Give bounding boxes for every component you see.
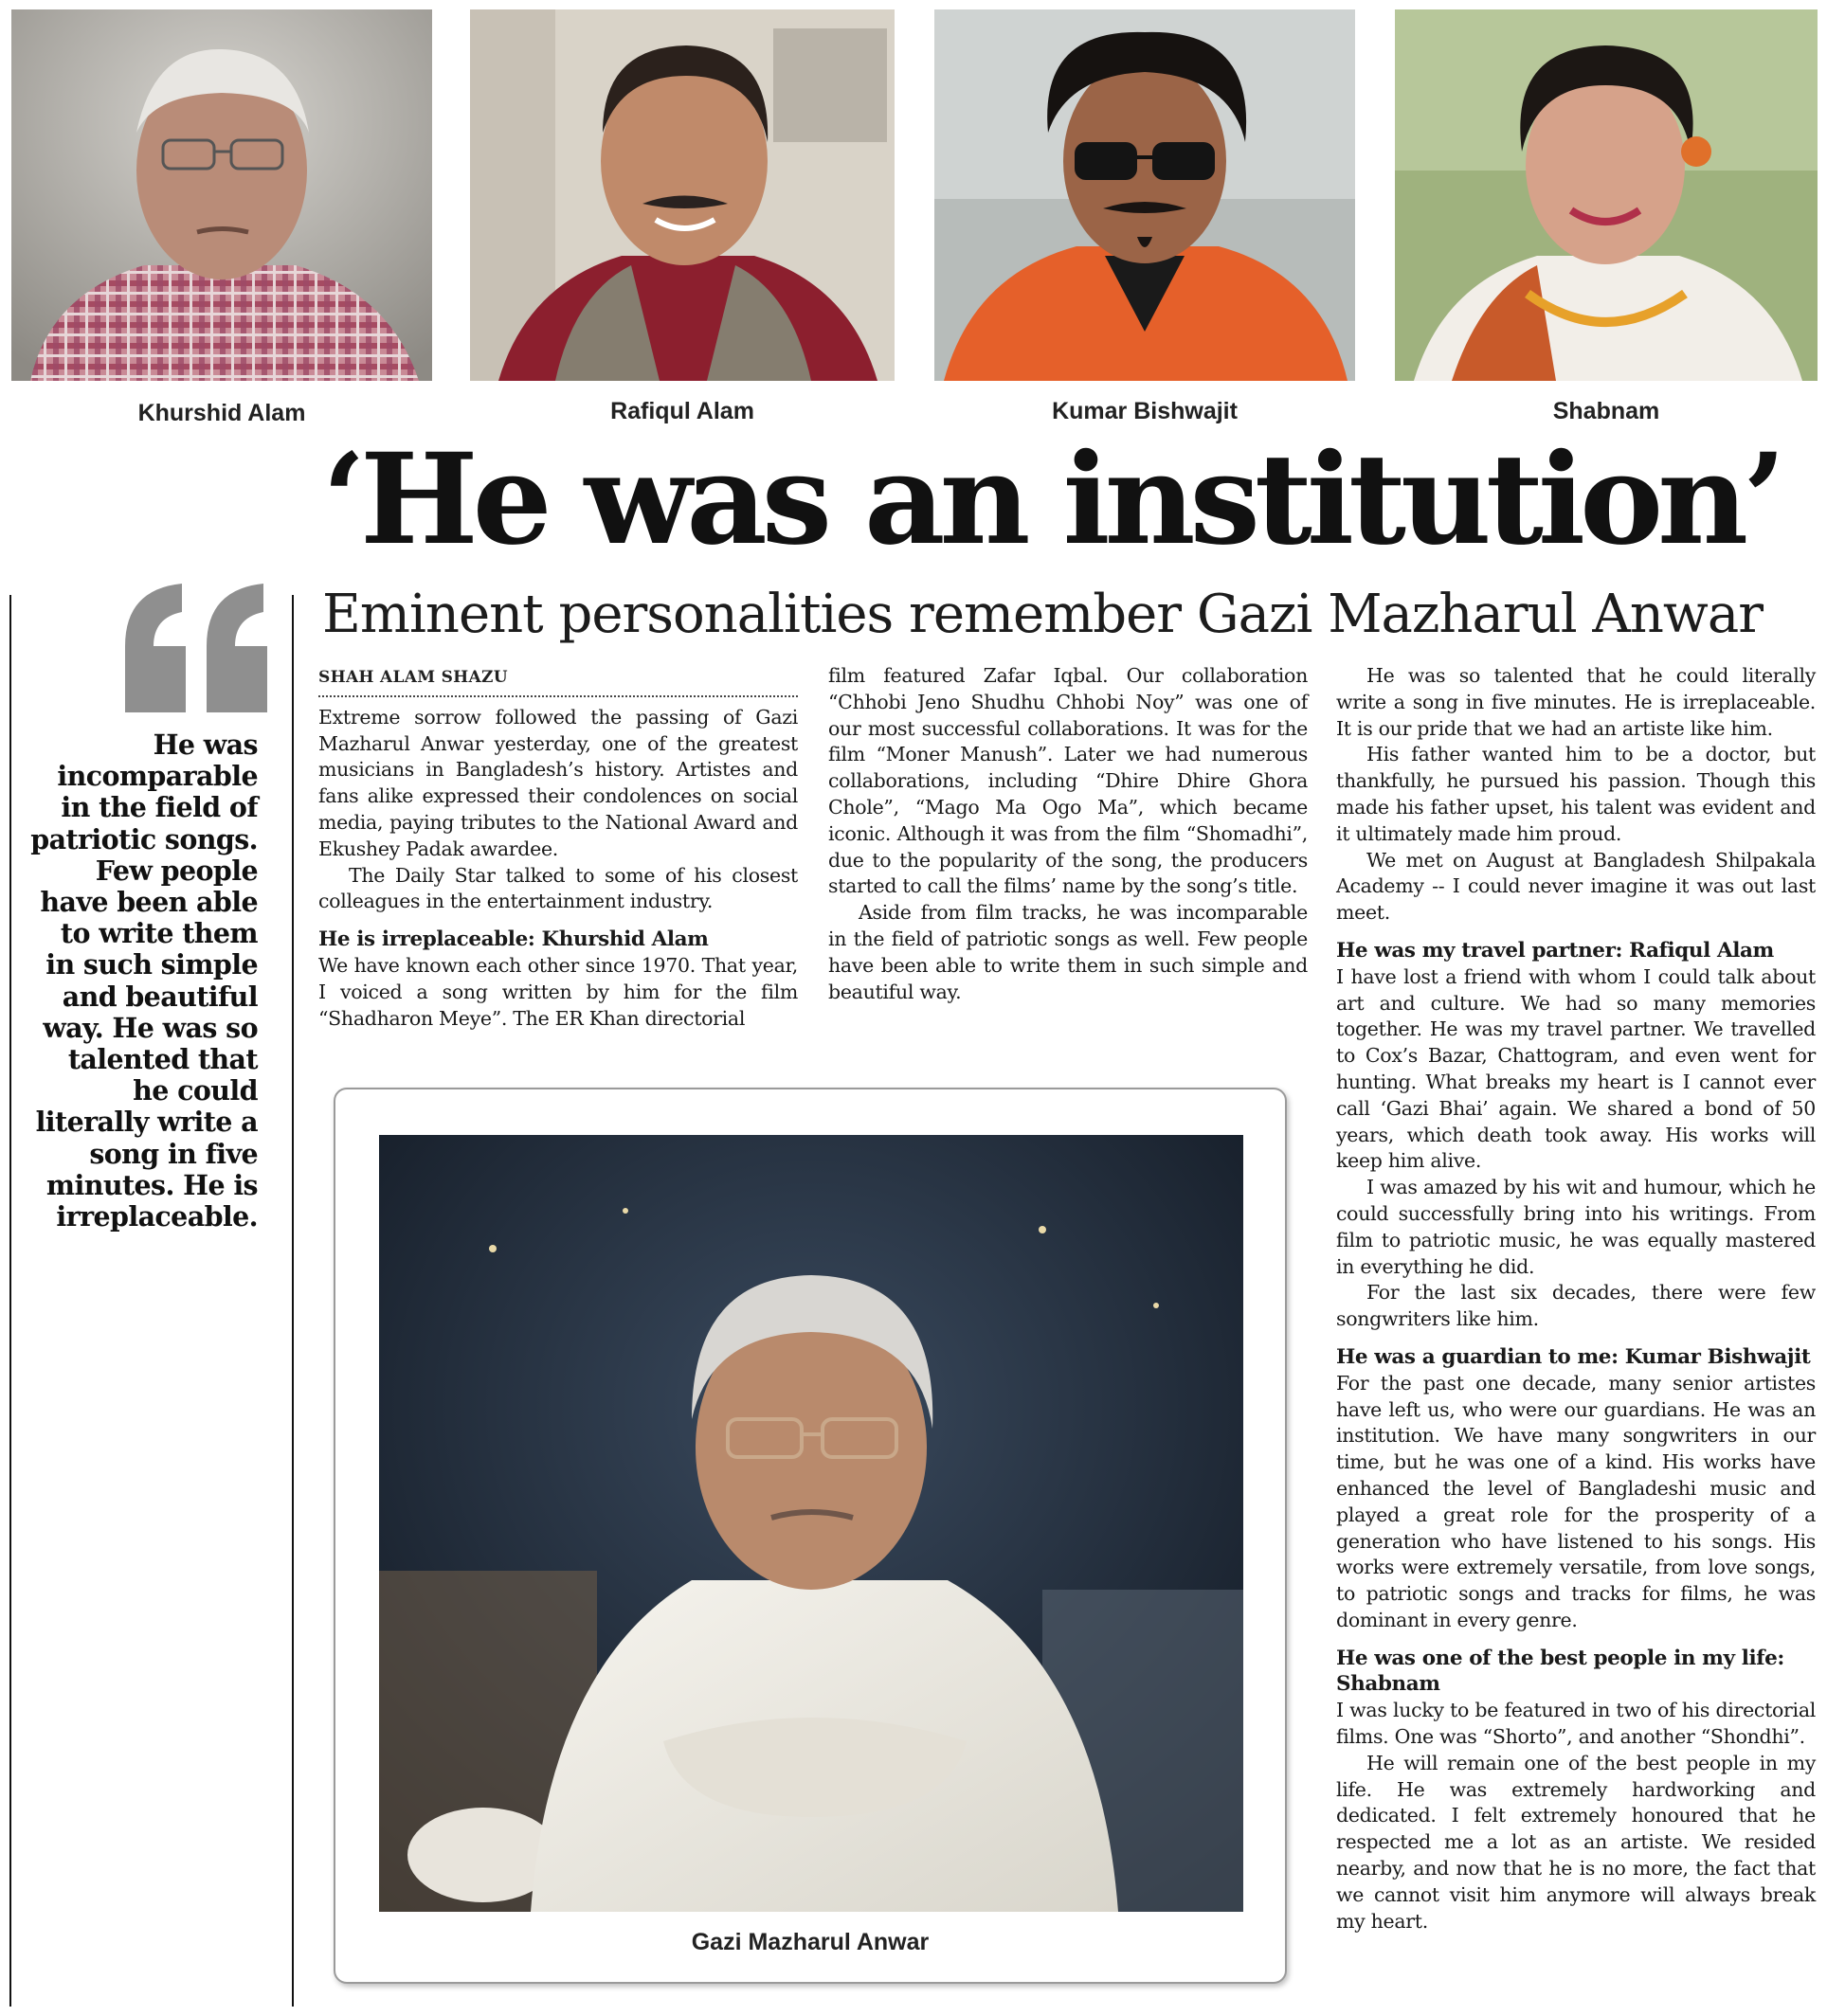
section-heading: He was my travel partner: Rafiqul Alam: [1336, 938, 1774, 963]
paragraph: For the last six decades, there were few songwriters like him.: [1336, 1281, 1816, 1331]
article-column-3: [1336, 663, 1816, 1935]
quote-mark-icon: [116, 580, 277, 722]
portrait-photo: [11, 9, 432, 381]
portrait-caption: Shabnam: [1552, 398, 1660, 424]
paragraph: For the past one decade, many senior artistes have left us, who were our guardians. He was an institution. We have many songwriters in our time, but he was one of a kind. His works have enhanced the level of Bangladeshi music and played a great role for the prosperity of a generation who have listened to his songs. His works were extremely versatile, from love songs, to patriotic songs and tracks for films, he was dominant in every genre.: [1336, 1371, 1816, 1631]
paragraph: I was lucky to be featured in two of his directorial films. One was “Shorto”, and another “Shondhi”.: [1336, 1699, 1816, 1749]
paragraph: He was so talented that he could literally write a song in five minutes. He is irreplaceable. It is our pride that we had an artiste like him.: [1336, 664, 1816, 740]
section-heading: He is irreplaceable: Khurshid Alam: [318, 927, 709, 952]
portrait-caption: Kumar Bishwajit: [1052, 398, 1238, 424]
subheadline: Eminent personalities remember Gazi Mazharul Anwar: [322, 584, 1764, 645]
portrait-rafiqul-alam: [470, 9, 895, 381]
paragraph: Aside from film tracks, he was incomparable in the field of patriotic songs as well. Few people have been able to write them in such simple and beautiful way.: [828, 901, 1308, 1003]
section-heading: He was a guardian to me: Kumar Bishwajit: [1336, 1344, 1811, 1369]
portrait-khurshid-alam: [11, 9, 432, 381]
portrait-shabnam: [1395, 9, 1818, 381]
portrait-kumar-bishwajit: [934, 9, 1355, 381]
column-rule: [292, 595, 294, 2007]
paragraph: film featured Zafar Iqbal. Our collaboration “Chhobi Jeno Shudhu Chhobi Noy” was one of our most successful collaborations. It was for the film “Moner Manush”. Later we had numerous collaborations, including “Dhire Dhire Ghora Chole”, “Mago Ma Ogo Ma”, which became iconic. Although it was from the film “Shomadhi”, due to the popularity of the song, the producers started to call the films’ name by the song’s title.: [828, 664, 1308, 898]
portrait-caption: Khurshid Alam: [137, 400, 306, 426]
byline: SHAH ALAM SHAZU: [318, 665, 798, 697]
paragraph: We met on August at Bangladesh Shilpakala Academy -- I could never imagine it was out last meet.: [1336, 848, 1816, 925]
portrait-photo: [470, 9, 895, 381]
article-column-1: [318, 665, 798, 1032]
pull-quote: He was incomparable in the field of patriotic songs. Few people have been able to write them in such simple and beautiful way. He was so talented that he could literally write a song in five minutes. He is irreplaceable.: [30, 729, 258, 1233]
portrait-photo: [934, 9, 1355, 381]
main-photo: [379, 1135, 1243, 1912]
paragraph: Extreme sorrow followed the passing of Gazi Mazharul Anwar yesterday, one of the greatest musicians in Bangladesh’s history. Artistes and fans alike expressed their condolences on social media, paying tributes to the National Award and Ekushey Padak awardee.: [318, 705, 798, 860]
portrait-caption: Rafiqul Alam: [610, 398, 754, 424]
article-column-2: [828, 663, 1308, 1005]
paragraph: The Daily Star talked to some of his closest colleagues in the entertainment industry.: [318, 863, 798, 913]
paragraph: I was amazed by his wit and humour, which he could successfully bring into his writings. From film to patriotic music, he was equally mastered in everything he did.: [1336, 1176, 1816, 1278]
main-photo-frame: [334, 1088, 1287, 1984]
left-border-rule: [9, 595, 11, 2007]
main-photo-image: [379, 1135, 1243, 1912]
paragraph: We have known each other since 1970. That year, I voiced a song written by him for the film “Shadharon Meye”. The ER Khan directorial: [318, 953, 798, 1030]
main-photo-caption: Gazi Mazharul Anwar: [691, 1929, 930, 1955]
portrait-photo: [1395, 9, 1818, 381]
paragraph: I have lost a friend with whom I could talk about art and culture. We had so many memories together. He was my travel partner. We travelled to Cox’s Bazar, Chattogram, and even went for hunting. What breaks my heart is I cannot ever call ‘Gazi Bhai’ again. We shared a bond of 50 years, which death took away. His works will keep him alive.: [1336, 964, 1816, 1173]
section-heading: He was one of the best people in my life: Shabnam: [1336, 1646, 1784, 1697]
paragraph: He will remain one of the best people in my life. He was extremely hardworking and dedicated. I felt extremely honoured that he respected me a lot as an artiste. We resided nearby, and now that he is no more, the fact that we cannot visit him anymore will always break my heart.: [1336, 1751, 1816, 1933]
paragraph: His father wanted him to be a doctor, but thankfully, he pursued his passion. Though this made his father upset, his talent was evident and it ultimately made him proud.: [1336, 743, 1816, 845]
headline: ‘He was an institution’: [322, 426, 1782, 573]
